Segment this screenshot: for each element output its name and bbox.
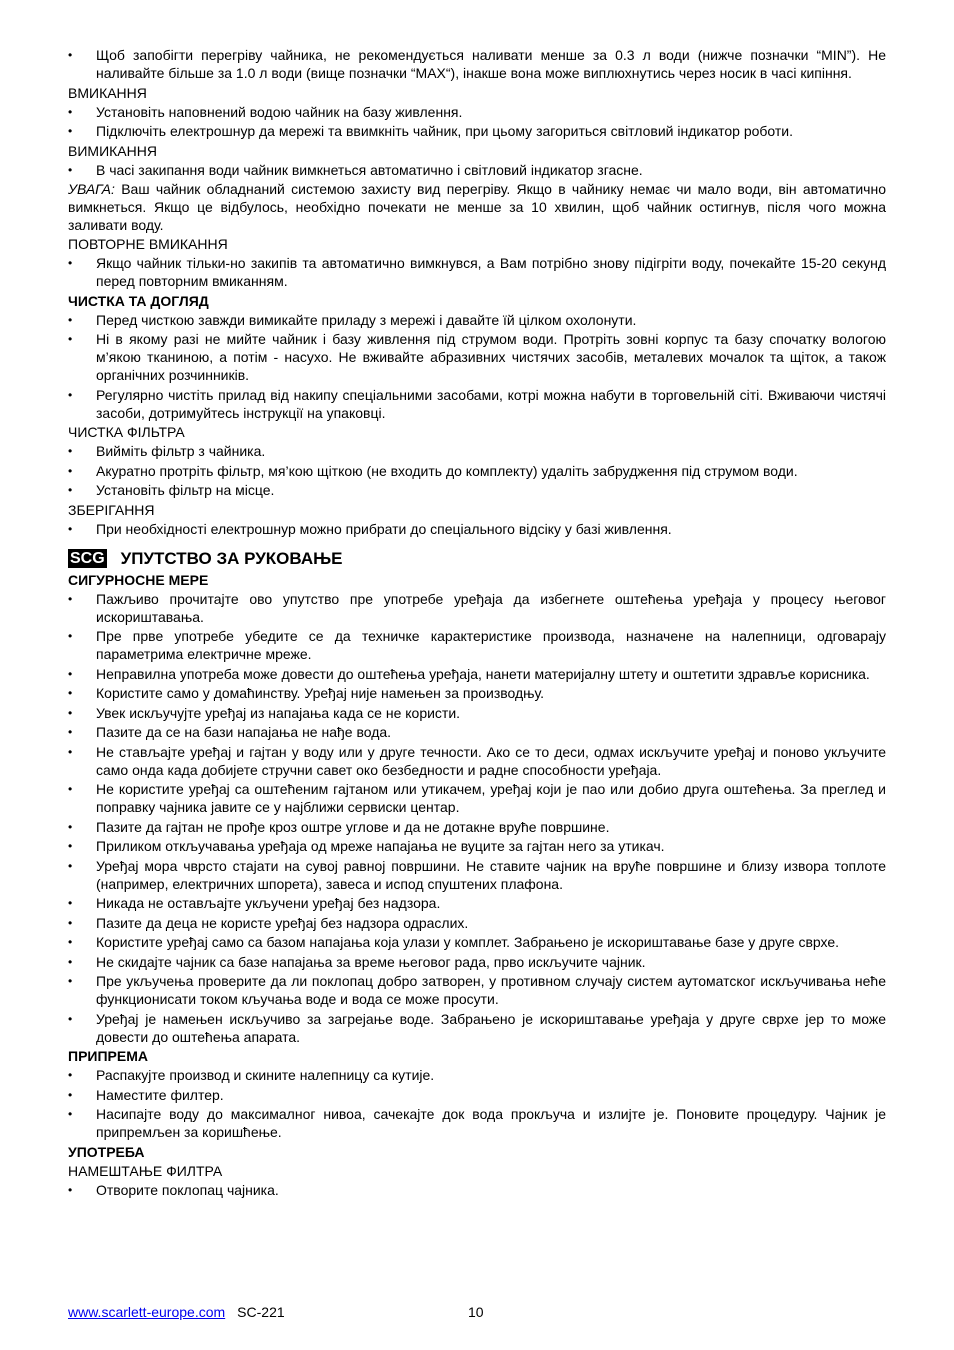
bullet-icon: • [68, 48, 73, 62]
bullet-text: Установіть фільтр на місце. [96, 482, 275, 498]
page-footer [68, 1303, 886, 1321]
bullet-item [68, 442, 886, 460]
bullet-item [68, 520, 886, 538]
bullet-icon: • [68, 1011, 73, 1026]
section-heading: ЧИСТКА ТА ДОГЛЯД [68, 292, 209, 309]
section-title-text: УПУТСТВО ЗА РУКОВАЊЕ [120, 548, 343, 568]
bullet-text: Не стављајте уређај и гајтан у воду или у друге течности. Ако се то деси, одмах искључите уређај и поново укључите само онда када добијете стручни савет око безбедности и радне способности уређаја. [96, 743, 886, 778]
bullet-item [68, 1105, 886, 1141]
warning-label: УВАГА: [68, 181, 115, 197]
bullet-text: Пре укључења проверите да ли поклопац добро затворен, у противном случају систем аутоматског искључивања неће функционисати током кључања воде и вода се може просути. [96, 973, 886, 1007]
section-heading: СИГУРНОСНЕ МЕРЕ [68, 571, 209, 588]
bullet-text: Щоб запобігти перегріву чайника, не рекомендується наливати менше за 0.3 л води (нижче позначки “MIN”). Не наливайте більше за 1.0 л води (вище позначки “MAX“), інакше вона може виплюхнутись через носик в часі кипіння. [96, 47, 886, 81]
bullet-text: В часі закипання води чайник вимкнеться автоматично і світловий індикатор згасне. [96, 161, 643, 178]
bullet-item [68, 122, 886, 140]
bullet-item [68, 743, 886, 779]
bullet-icon: • [68, 705, 73, 720]
bullet-text: Наместите филтер. [96, 1086, 224, 1103]
bullet-text: Пазите да се на бази напајања не нађе вода. [96, 724, 392, 740]
bullet-text: Користите уређај само са базом напајања која улази у комплет. Забрањено је искориштавање базе у друге сврхе. [96, 934, 840, 950]
language-badge: SCG [70, 550, 105, 567]
bullet-item [68, 103, 886, 121]
bullet-icon: • [68, 256, 73, 270]
bullet-item [68, 46, 886, 82]
bullet-item [68, 330, 886, 384]
bullet-icon: • [68, 312, 73, 327]
bullet-text: Підключіть електрошнур да мережі та ввимкніть чайник, при цьому загориться світловий індикатор роботи. [96, 123, 794, 139]
bullet-text: Не скидајте чајник са базе напајања за време његовог рада, прво искључите чајник. [96, 953, 646, 970]
bullet-icon: • [68, 974, 73, 988]
bullet-text: Установіть наповнений водою чайник на базу живлення. [96, 103, 463, 120]
bullet-item [68, 386, 886, 422]
bullet-item [68, 837, 886, 855]
bullet-icon: • [68, 915, 73, 930]
bullet-text: Акуратно протріть фільтр, мя’кою щіткою (не входить до комплекту) удаліть забрудження під струмом води. [96, 462, 798, 479]
bullet-icon: • [68, 896, 73, 910]
bullet-item [68, 665, 886, 683]
bullet-text: Ні в якому разі не мийте чайник і базу живлення під струмом води. Протріть зовні корпус та базу спочатку вологою м’якою тканиною, а потім - насухо. Не вживайте абразивних чистячих засобів, металевих мочалок та щіток, а також органічних розчинників. [96, 331, 886, 383]
bullet-text: Вийміть фільтр з чайника. [96, 443, 266, 459]
bullet-icon: • [68, 162, 73, 177]
bullet-icon: • [68, 332, 73, 346]
warning-text: Ваш чайник обладнаний системою захисту вид перегріву. Якщо в чайнику немає чи мало води, він автоматично вимкнеться. Якщо це відбулось, необхідно почекати не менше за 10 хвилин, щоб чайник остигнув, після чого можна заливати воду. [68, 181, 886, 233]
subsection-title: ЧИСТКА ФІЛЬТРА [68, 424, 185, 440]
bullet-icon: • [68, 839, 73, 853]
bullet-icon: • [68, 1107, 73, 1121]
bullet-text: Уређај је намењен искључиво за загрејање воде. Забрањено је искориштавање уређаја у друге сврхе јер то може довести до оштећења апарата. [96, 1010, 886, 1045]
bullet-item [68, 723, 886, 741]
bullet-text: Пажљиво прочитајте ово упутство пре употребе уређаја да избегнете оштећења уређаја у процесу његовог искориштавања. [96, 590, 886, 625]
bullet-item [68, 590, 886, 626]
bullet-text: Перед чисткою завжди вимикайте приладу з мережі і давайте їй цілком охолонути. [96, 311, 637, 328]
bullet-text: Якщо чайник тільки-но закипів та автоматично вимкнувся, а Вам потрібно знову підігріти воду, почекайте 15-20 секунд перед повторним вмиканням. [96, 255, 886, 289]
bullet-icon: • [68, 725, 73, 739]
bullet-icon: • [68, 387, 73, 402]
bullet-text: Регулярно чистіть прилад від накипу спеціальними засобами, котрі можна набути в торговельній сіті. Вживаючи чистячі засоби, дотримуйтесь інструкції на упаковці. [96, 386, 886, 421]
bullet-item [68, 311, 886, 329]
bullet-text: Никада не остављајте укључени уређај без надзора. [96, 895, 441, 911]
section-heading: УПОТРЕБА [68, 1143, 145, 1160]
bullet-item [68, 894, 886, 912]
bullet-icon: • [68, 782, 73, 796]
bullet-item [68, 857, 886, 893]
bullet-item [68, 953, 886, 971]
bullet-icon: • [68, 935, 73, 949]
bullet-text: Неправилна употреба може довести до оштећења уређаја, нанети материјалну штету и оштетити здравље корисника. [96, 665, 870, 682]
subsection-title: ЗБЕРІГАННЯ [68, 501, 155, 518]
bullet-icon: • [68, 1087, 73, 1102]
bullet-text: Пре прве употребе убедите се да техничке карактеристике производа, назначене на налепници, одговарају параметрима електричне мреже. [96, 628, 886, 662]
bullet-text: Пазите да гајтан не прође кроз оштре углове и да не дотакне вруће површине. [96, 818, 610, 835]
bullet-icon: • [68, 744, 73, 759]
bullet-icon: • [68, 666, 73, 681]
page-number: 10 [468, 1304, 484, 1320]
bullet-item [68, 1086, 886, 1104]
bullet-item [68, 972, 886, 1008]
bullet-icon: • [68, 819, 73, 834]
subsection-title: ВИМИКАННЯ [68, 142, 157, 159]
bullet-icon: • [68, 124, 73, 138]
bullet-item [68, 481, 886, 499]
bullet-text: При необхідності електрошнур можно прибрати до спеціального відсіку у базі живлення. [96, 520, 672, 537]
warning-note [68, 180, 886, 234]
bullet-item [68, 780, 886, 816]
bullet-icon: • [68, 686, 73, 700]
bullet-text: Приликом откључавања уређаја од мреже напајања не вуците за гајтан него за утикач. [96, 838, 665, 854]
website-link[interactable]: www.scarlett-europe.com [68, 1304, 226, 1320]
bullet-text: Уређај мора чврсто стајати на сувој равној површини. Не ставите чајник на вруће површине и близу извора топлоте (например, електричних шпорета), завеса и испод спуштених плафона. [96, 857, 886, 892]
bullet-item [68, 914, 886, 932]
bullet-text: Увек искључујте уређај из напајања када се не користи. [96, 704, 461, 721]
bullet-icon: • [68, 463, 73, 478]
bullet-icon: • [68, 591, 73, 606]
bullet-icon: • [68, 954, 73, 969]
bullet-item [68, 1066, 886, 1084]
bullet-text: Насипајте воду до максималног нивоа, сачекајте док вода прокључа и излијте је. Поновите процедуру. Чајник је припремљен за коришћење. [96, 1106, 886, 1140]
bullet-icon: • [68, 104, 73, 119]
bullet-icon: • [68, 629, 73, 643]
model-number: SC-221 [237, 1304, 285, 1320]
subsection-title: НАМЕШТАЊЕ ФИЛТРА [68, 1162, 223, 1179]
bullet-item [68, 254, 886, 290]
bullet-item [68, 704, 886, 722]
bullet-text: Распакујте производ и скините налепницу са кутије. [96, 1067, 435, 1083]
language-section-title [68, 548, 886, 570]
document-body [68, 46, 886, 1200]
bullet-item [68, 933, 886, 951]
bullet-icon: • [68, 858, 73, 873]
subsection-title: ПОВТОРНЕ ВМИКАННЯ [68, 236, 228, 252]
bullet-text: Користите само у домаћинству. Уређај није намењен за производњу. [96, 685, 545, 701]
subsection-title: ВМИКАННЯ [68, 84, 147, 101]
bullet-icon: • [68, 1182, 73, 1197]
bullet-item [68, 627, 886, 663]
bullet-icon: • [68, 483, 73, 497]
bullet-item [68, 462, 886, 480]
bullet-item [68, 684, 886, 702]
bullet-item [68, 161, 886, 179]
section-heading: ПРИПРЕМА [68, 1048, 148, 1064]
bullet-icon: • [68, 1068, 73, 1082]
bullet-icon: • [68, 521, 73, 536]
bullet-item [68, 1181, 886, 1199]
bullet-icon: • [68, 444, 73, 458]
bullet-item [68, 1010, 886, 1046]
bullet-text: Пазите да деца не користе уређај без надзора одраслих. [96, 914, 469, 931]
bullet-item [68, 818, 886, 836]
bullet-text: Отворите поклопац чајника. [96, 1181, 279, 1198]
bullet-text: Не користите уређај са оштећеним гајтаном или утикачем, уређај који је пао или добио друга оштећења. За преглед и поправку чајника јавите се у најближи сервиски центар. [96, 781, 886, 815]
